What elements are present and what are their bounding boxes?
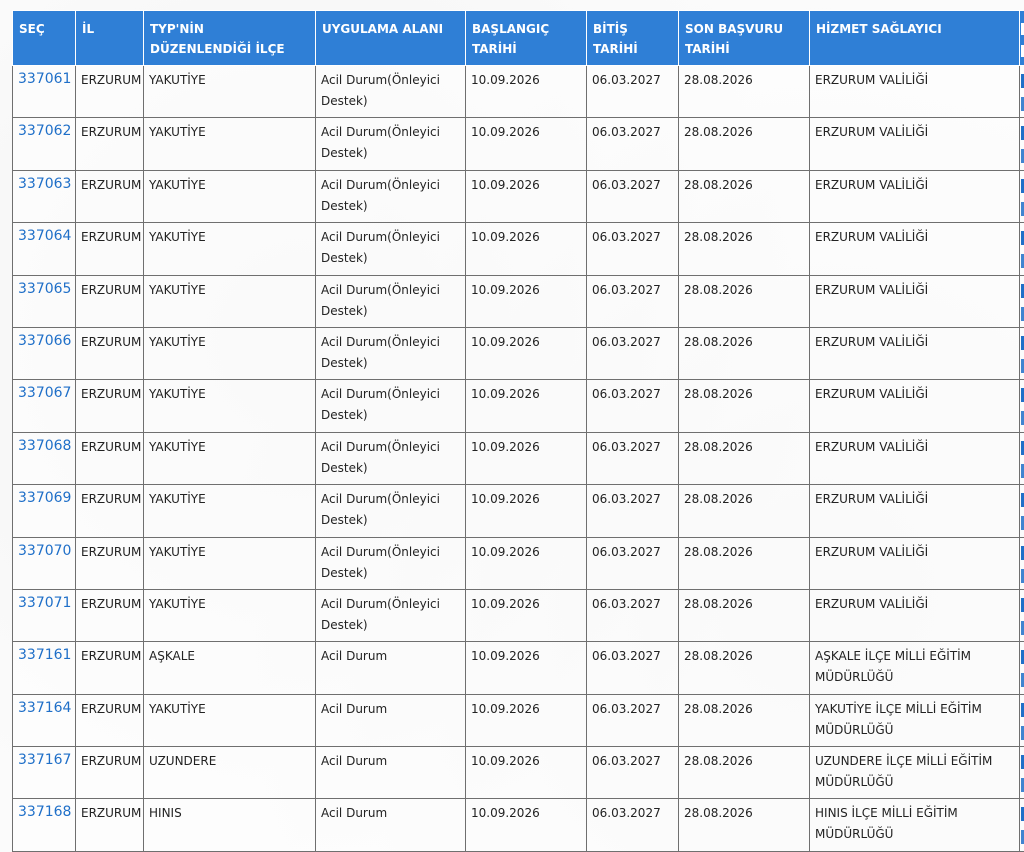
truncated-cell [1020, 223, 1024, 275]
sec-cell [13, 485, 76, 537]
uygulama-alani-cell: Acil Durum(Önleyici Destek) [316, 327, 466, 379]
bitis-tarihi-cell: 06.03.2027 [587, 275, 679, 327]
baslangic-tarihi-cell: 10.09.2026 [466, 380, 587, 432]
son-basvuru-tarihi-cell: 28.08.2026 [679, 118, 810, 170]
baslangic-tarihi-cell: 10.09.2026 [466, 170, 587, 222]
ilce-cell: YAKUTİYE [144, 589, 316, 641]
il-cell: ERZURUM [76, 799, 144, 851]
baslangic-tarihi-cell: 10.09.2026 [466, 747, 587, 799]
uygulama-alani-cell: Acil Durum(Önleyici Destek) [316, 170, 466, 222]
baslangic-tarihi-cell: 10.09.2026 [466, 694, 587, 746]
column-header-il[interactable]: İL [76, 11, 144, 66]
bitis-tarihi-cell: 06.03.2027 [587, 642, 679, 694]
select-record-link[interactable]: 337065 [18, 280, 72, 297]
son-basvuru-tarihi-cell: 28.08.2026 [679, 642, 810, 694]
bitis-tarihi-cell: 06.03.2027 [587, 485, 679, 537]
bitis-tarihi-cell: 06.03.2027 [587, 380, 679, 432]
baslangic-tarihi-cell: 10.09.2026 [466, 223, 587, 275]
select-record-link[interactable]: 337070 [18, 542, 72, 559]
bitis-tarihi-cell: 06.03.2027 [587, 694, 679, 746]
truncated-cell [1020, 799, 1024, 851]
uygulama-alani-cell: Acil Durum(Önleyici Destek) [316, 118, 466, 170]
truncated-cell [1020, 170, 1024, 222]
il-cell: ERZURUM [76, 642, 144, 694]
sec-cell [13, 589, 76, 641]
bitis-tarihi-cell: 06.03.2027 [587, 118, 679, 170]
uygulama-alani-cell: Acil Durum(Önleyici Destek) [316, 275, 466, 327]
column-header-baslangic-tarihi[interactable]: BAŞLANGIÇ TARİHİ [466, 11, 587, 66]
ilce-cell: YAKUTİYE [144, 118, 316, 170]
uygulama-alani-cell: Acil Durum(Önleyici Destek) [316, 432, 466, 484]
hizmet-saglayici-cell: ERZURUM VALİLİĞİ [810, 380, 1020, 432]
sec-cell [13, 799, 76, 851]
ilce-cell: HINIS [144, 799, 316, 851]
uygulama-alani-cell: Acil Durum [316, 799, 466, 851]
sec-cell [13, 66, 76, 118]
table-row [13, 537, 1024, 589]
hizmet-saglayici-cell: ERZURUM VALİLİĞİ [810, 275, 1020, 327]
il-cell: ERZURUM [76, 747, 144, 799]
son-basvuru-tarihi-cell: 28.08.2026 [679, 380, 810, 432]
baslangic-tarihi-cell: 10.09.2026 [466, 327, 587, 379]
select-record-link[interactable]: 337067 [18, 385, 72, 402]
column-header-hizmet-saglayici[interactable]: HİZMET SAĞLAYICI [810, 11, 1020, 66]
il-cell: ERZURUM [76, 275, 144, 327]
sec-cell [13, 327, 76, 379]
bitis-tarihi-cell: 06.03.2027 [587, 327, 679, 379]
sec-cell [13, 694, 76, 746]
il-cell: ERZURUM [76, 537, 144, 589]
bitis-tarihi-cell: 06.03.2027 [587, 537, 679, 589]
truncated-cell [1020, 485, 1024, 537]
baslangic-tarihi-cell: 10.09.2026 [466, 432, 587, 484]
select-record-link[interactable]: 337167 [18, 752, 72, 769]
hizmet-saglayici-cell: ERZURUM VALİLİĞİ [810, 485, 1020, 537]
il-cell: ERZURUM [76, 589, 144, 641]
column-header-uygulama-alani[interactable]: UYGULAMA ALANI [316, 11, 466, 66]
truncated-cell [1020, 275, 1024, 327]
il-cell: ERZURUM [76, 170, 144, 222]
bitis-tarihi-cell: 06.03.2027 [587, 589, 679, 641]
truncated-cell [1020, 66, 1024, 118]
son-basvuru-tarihi-cell: 28.08.2026 [679, 223, 810, 275]
son-basvuru-tarihi-cell: 28.08.2026 [679, 485, 810, 537]
hizmet-saglayici-cell: ERZURUM VALİLİĞİ [810, 537, 1020, 589]
sec-cell [13, 118, 76, 170]
bitis-tarihi-cell: 06.03.2027 [587, 223, 679, 275]
truncated-cell [1020, 118, 1024, 170]
hizmet-saglayici-cell: AŞKALE İLÇE MİLLİ EĞİTİM MÜDÜRLÜĞÜ [810, 642, 1020, 694]
truncated-cell [1020, 327, 1024, 379]
select-record-link[interactable]: 337069 [18, 490, 72, 507]
truncated-cell [1020, 380, 1024, 432]
baslangic-tarihi-cell: 10.09.2026 [466, 589, 587, 641]
ilce-cell: YAKUTİYE [144, 432, 316, 484]
hizmet-saglayici-cell: UZUNDERE İLÇE MİLLİ EĞİTİM MÜDÜRLÜĞÜ [810, 747, 1020, 799]
table-row [13, 118, 1024, 170]
uygulama-alani-cell: Acil Durum [316, 642, 466, 694]
uygulama-alani-cell: Acil Durum(Önleyici Destek) [316, 380, 466, 432]
bitis-tarihi-cell: 06.03.2027 [587, 170, 679, 222]
select-record-link[interactable]: 337066 [18, 332, 72, 349]
ilce-cell: YAKUTİYE [144, 223, 316, 275]
il-cell: ERZURUM [76, 66, 144, 118]
sec-cell [13, 747, 76, 799]
select-record-link[interactable]: 337068 [18, 437, 72, 454]
column-header-truncated [1020, 11, 1024, 66]
hizmet-saglayici-cell: ERZURUM VALİLİĞİ [810, 66, 1020, 118]
hizmet-saglayici-cell: ERZURUM VALİLİĞİ [810, 327, 1020, 379]
ilce-cell: YAKUTİYE [144, 66, 316, 118]
uygulama-alani-cell: Acil Durum(Önleyici Destek) [316, 589, 466, 641]
bitis-tarihi-cell: 06.03.2027 [587, 66, 679, 118]
son-basvuru-tarihi-cell: 28.08.2026 [679, 799, 810, 851]
bitis-tarihi-cell: 06.03.2027 [587, 747, 679, 799]
truncated-cell [1020, 694, 1024, 746]
uygulama-alani-cell: Acil Durum [316, 694, 466, 746]
select-record-link[interactable]: 337161 [18, 647, 72, 664]
hizmet-saglayici-cell: ERZURUM VALİLİĞİ [810, 223, 1020, 275]
ilce-cell: YAKUTİYE [144, 170, 316, 222]
hizmet-saglayici-cell: YAKUTİYE İLÇE MİLLİ EĞİTİM MÜDÜRLÜĞÜ [810, 694, 1020, 746]
column-header-ilce[interactable]: TYP'NİN DÜZENLENDİĞİ İLÇE [144, 11, 316, 66]
select-record-link[interactable]: 337061 [18, 71, 72, 87]
table-row [13, 380, 1024, 432]
table-row [13, 275, 1024, 327]
select-record-link[interactable]: 337071 [18, 594, 72, 611]
son-basvuru-tarihi-cell: 28.08.2026 [679, 694, 810, 746]
ilce-cell: YAKUTİYE [144, 485, 316, 537]
son-basvuru-tarihi-cell: 28.08.2026 [679, 747, 810, 799]
ilce-cell: UZUNDERE [144, 747, 316, 799]
il-cell: ERZURUM [76, 694, 144, 746]
uygulama-alani-cell: Acil Durum(Önleyici Destek) [316, 537, 466, 589]
il-cell: ERZURUM [76, 432, 144, 484]
hizmet-saglayici-cell: HINIS İLÇE MİLLİ EĞİTİM MÜDÜRLÜĞÜ [810, 799, 1020, 851]
il-cell: ERZURUM [76, 223, 144, 275]
il-cell: ERZURUM [76, 327, 144, 379]
table-row [13, 642, 1024, 694]
sec-cell [13, 380, 76, 432]
table-row [13, 66, 1024, 118]
hizmet-saglayici-cell: ERZURUM VALİLİĞİ [810, 589, 1020, 641]
table-row [13, 799, 1024, 851]
baslangic-tarihi-cell: 10.09.2026 [466, 799, 587, 851]
ilce-cell: YAKUTİYE [144, 275, 316, 327]
baslangic-tarihi-cell: 10.09.2026 [466, 275, 587, 327]
select-record-link[interactable]: 337063 [18, 175, 72, 192]
table-row [13, 589, 1024, 641]
select-record-link[interactable]: 337062 [18, 123, 72, 140]
results-table-container [0, 10, 1024, 852]
table-row [13, 747, 1024, 799]
truncated-cell [1020, 747, 1024, 799]
truncated-cell [1020, 432, 1024, 484]
table-row [13, 223, 1024, 275]
uygulama-alani-cell: Acil Durum(Önleyici Destek) [316, 66, 466, 118]
table-body [13, 66, 1024, 852]
son-basvuru-tarihi-cell: 28.08.2026 [679, 66, 810, 118]
bitis-tarihi-cell: 06.03.2027 [587, 799, 679, 851]
sec-cell [13, 642, 76, 694]
hizmet-saglayici-cell: ERZURUM VALİLİĞİ [810, 432, 1020, 484]
ilce-cell: YAKUTİYE [144, 694, 316, 746]
hizmet-saglayici-cell: ERZURUM VALİLİĞİ [810, 170, 1020, 222]
sec-cell [13, 432, 76, 484]
ilce-cell: YAKUTİYE [144, 380, 316, 432]
truncated-cell [1020, 642, 1024, 694]
son-basvuru-tarihi-cell: 28.08.2026 [679, 275, 810, 327]
table-row [13, 432, 1024, 484]
son-basvuru-tarihi-cell: 28.08.2026 [679, 327, 810, 379]
uygulama-alani-cell: Acil Durum(Önleyici Destek) [316, 485, 466, 537]
baslangic-tarihi-cell: 10.09.2026 [466, 485, 587, 537]
column-header-sec[interactable]: SEÇ [13, 11, 76, 66]
il-cell: ERZURUM [76, 485, 144, 537]
sec-cell [13, 537, 76, 589]
table-row [13, 327, 1024, 379]
il-cell: ERZURUM [76, 118, 144, 170]
baslangic-tarihi-cell: 10.09.2026 [466, 537, 587, 589]
bitis-tarihi-cell: 06.03.2027 [587, 432, 679, 484]
baslangic-tarihi-cell: 10.09.2026 [466, 66, 587, 118]
son-basvuru-tarihi-cell: 28.08.2026 [679, 432, 810, 484]
select-record-link[interactable]: 337064 [18, 228, 72, 245]
select-record-link[interactable]: 337168 [18, 804, 72, 821]
ilce-cell: AŞKALE [144, 642, 316, 694]
uygulama-alani-cell: Acil Durum [316, 747, 466, 799]
truncated-cell [1020, 537, 1024, 589]
sec-cell [13, 223, 76, 275]
hizmet-saglayici-cell: ERZURUM VALİLİĞİ [810, 118, 1020, 170]
baslangic-tarihi-cell: 10.09.2026 [466, 642, 587, 694]
il-cell: ERZURUM [76, 380, 144, 432]
table-row [13, 170, 1024, 222]
column-header-son-basvuru-tarihi[interactable]: SON BAŞVURU TARİHİ [679, 11, 810, 66]
uygulama-alani-cell: Acil Durum(Önleyici Destek) [316, 223, 466, 275]
table-row [13, 694, 1024, 746]
sec-cell [13, 275, 76, 327]
baslangic-tarihi-cell: 10.09.2026 [466, 118, 587, 170]
table-row [13, 485, 1024, 537]
select-record-link[interactable]: 337164 [18, 699, 72, 716]
truncated-cell [1020, 589, 1024, 641]
ilce-cell: YAKUTİYE [144, 537, 316, 589]
son-basvuru-tarihi-cell: 28.08.2026 [679, 589, 810, 641]
sec-cell [13, 170, 76, 222]
table-header-row [13, 11, 1024, 66]
ilce-cell: YAKUTİYE [144, 327, 316, 379]
column-header-bitis-tarihi[interactable]: BİTİŞ TARİHİ [587, 11, 679, 66]
typ-results-table [12, 10, 1024, 852]
son-basvuru-tarihi-cell: 28.08.2026 [679, 170, 810, 222]
son-basvuru-tarihi-cell: 28.08.2026 [679, 537, 810, 589]
